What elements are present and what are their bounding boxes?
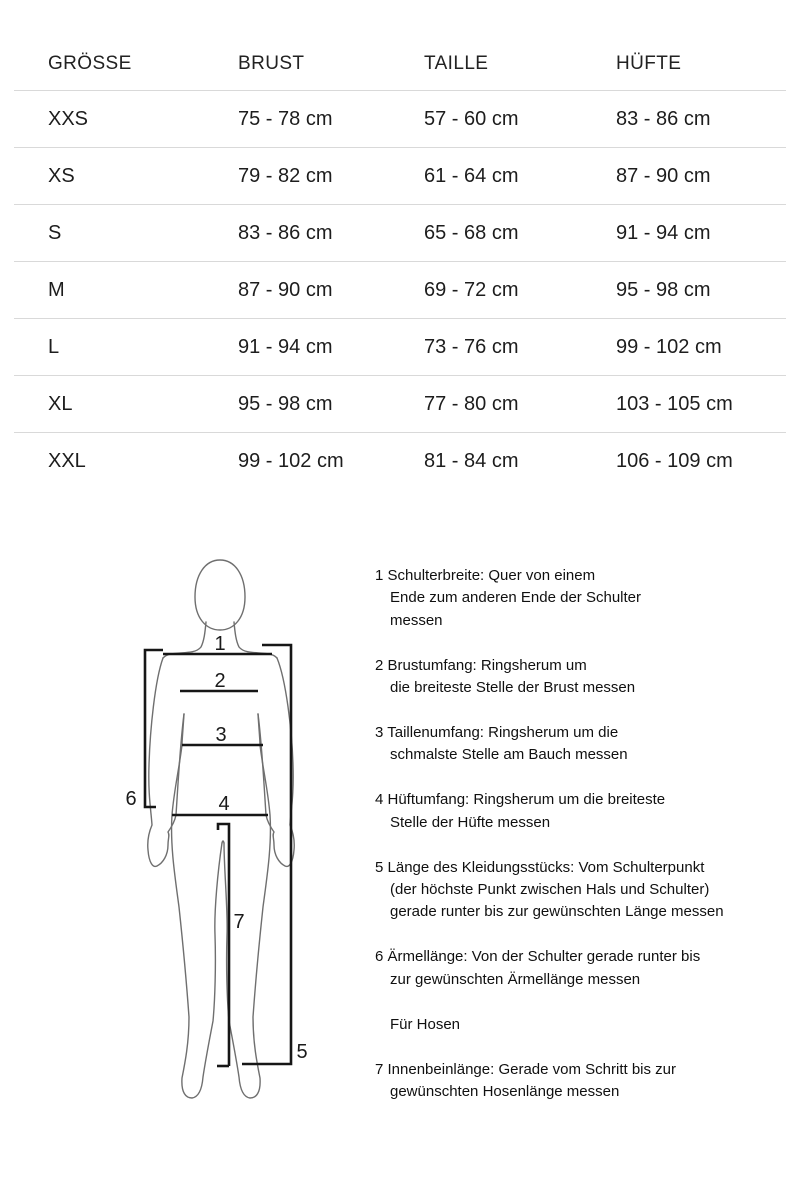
note-hip <box>375 789 777 834</box>
huefte-cell: 106 - 109 cm <box>616 449 733 472</box>
marker-7-label: 7 <box>233 911 245 933</box>
brust-cell: 83 - 86 cm <box>238 221 333 244</box>
header-groesse: GRÖSSE <box>48 53 132 74</box>
size-cell: XL <box>48 392 73 415</box>
note-waist <box>375 722 777 767</box>
brust-cell: 95 - 98 cm <box>238 392 333 415</box>
taille-cell: 69 - 72 cm <box>424 278 519 301</box>
size-table <box>14 38 786 489</box>
note-line: schmalste Stelle am Bauch messen <box>390 746 628 764</box>
table-row-xxl <box>14 432 786 489</box>
note-chest <box>375 655 777 700</box>
note-line: zur gewünschten Ärmellänge messen <box>390 970 641 988</box>
size-cell: M <box>48 278 65 301</box>
body-measurement-diagram <box>105 545 335 1105</box>
note-line: die breiteste Stelle der Brust messen <box>390 679 636 697</box>
taille-cell: 65 - 68 cm <box>424 221 519 244</box>
taille-cell: 57 - 60 cm <box>424 107 519 130</box>
marker-3-label: 3 <box>215 724 227 746</box>
brust-cell: 99 - 102 cm <box>238 449 344 472</box>
note-shoulder-width <box>375 565 777 632</box>
header-brust: BRUST <box>238 53 305 74</box>
size-cell: S <box>48 221 62 244</box>
marker-1-label: 1 <box>214 633 226 655</box>
brust-cell: 79 - 82 cm <box>238 164 333 187</box>
size-cell: XS <box>48 164 75 187</box>
brust-cell: 91 - 94 cm <box>238 335 333 358</box>
marker-2-label: 2 <box>214 670 226 692</box>
note-line: gewünschten Hosenlänge messen <box>390 1083 620 1100</box>
brust-cell: 87 - 90 cm <box>238 278 333 301</box>
huefte-cell: 87 - 90 cm <box>616 164 711 187</box>
note-line: Ende zum anderen Ende der Schulter <box>390 589 641 607</box>
huefte-cell: 95 - 98 cm <box>616 278 711 301</box>
taille-cell: 61 - 64 cm <box>424 164 519 187</box>
note-line: (der höchste Punkt zwischen Hals und Schulter) <box>390 881 710 899</box>
huefte-cell: 103 - 105 cm <box>616 392 733 415</box>
size-cell: XXL <box>48 449 86 472</box>
size-table-header-row <box>14 38 786 90</box>
marker-6-label: 6 <box>125 788 137 810</box>
note-line: messen <box>390 611 443 629</box>
marker-4-label: 4 <box>218 793 230 815</box>
note-line: Für Hosen <box>390 1015 461 1033</box>
note-line: 4 Hüftumfang: Ringsherum um die breiteste <box>375 791 666 809</box>
brust-cell: 75 - 78 cm <box>238 107 333 130</box>
note-for-trousers-heading <box>375 1014 777 1036</box>
marker-labels <box>125 633 307 1063</box>
taille-cell: 81 - 84 cm <box>424 449 519 472</box>
note-line: 2 Brustumfang: Ringsherum um <box>375 656 587 674</box>
mannequin-figure-svg <box>105 545 335 1105</box>
table-row-s <box>14 204 786 261</box>
note-inseam <box>375 1059 777 1104</box>
table-row-xxs <box>14 90 786 147</box>
note-garment-length <box>375 857 777 924</box>
table-row-l <box>14 318 786 375</box>
table-row-m <box>14 261 786 318</box>
note-sleeve-length <box>375 946 777 991</box>
sleeve-length-bracket <box>145 650 163 807</box>
note-line: Stelle der Hüfte messen <box>390 813 551 831</box>
huefte-cell: 91 - 94 cm <box>616 221 711 244</box>
measurement-notes <box>375 565 777 1126</box>
table-row-xs <box>14 147 786 204</box>
taille-cell: 77 - 80 cm <box>424 392 519 415</box>
marker-5-label: 5 <box>296 1041 308 1063</box>
note-line: gerade runter bis zur gewünschten Länge messen <box>390 903 724 921</box>
note-line: 3 Taillenumfang: Ringsherum um die <box>375 724 619 742</box>
garment-length-bracket <box>242 645 291 1064</box>
taille-cell: 73 - 76 cm <box>424 335 519 358</box>
note-line: 7 Innenbeinlänge: Gerade vom Schritt bis zur <box>375 1060 677 1078</box>
size-cell: L <box>48 335 60 358</box>
header-huefte: HÜFTE <box>616 53 682 74</box>
table-row-xl <box>14 375 786 432</box>
note-line: 6 Ärmellänge: Von der Schulter gerade runter bis <box>375 948 701 966</box>
huefte-cell: 99 - 102 cm <box>616 335 722 358</box>
header-taille: TAILLE <box>424 53 489 74</box>
note-line: 5 Länge des Kleidungsstücks: Vom Schulterpunkt <box>375 858 705 876</box>
size-cell: XXS <box>48 107 89 130</box>
note-line: 1 Schulterbreite: Quer von einem <box>375 567 596 584</box>
huefte-cell: 83 - 86 cm <box>616 107 711 130</box>
